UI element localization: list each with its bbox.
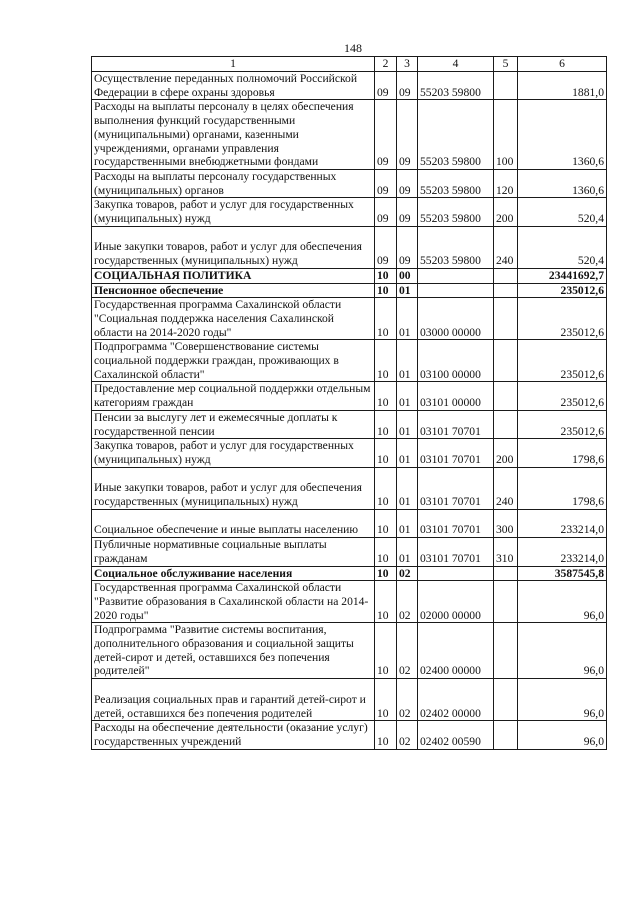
amount-cell: 3587545,8 <box>518 566 607 581</box>
row-name-cell: Иные закупки товаров, работ и услуг для обеспечения государственных (муниципальных) нужд <box>92 467 375 509</box>
target-article-cell: 03101 70701 <box>418 538 494 566</box>
target-article-cell: 55203 59800 <box>418 72 494 100</box>
subsection-code-cell: 01 <box>397 467 418 509</box>
target-article-cell: 03100 00000 <box>418 340 494 382</box>
section-code-cell: 09 <box>375 198 397 226</box>
subsection-code-cell: 09 <box>397 72 418 100</box>
subsection-code-cell: 09 <box>397 198 418 226</box>
amount-cell: 1798,6 <box>518 439 607 467</box>
section-code-cell: 09 <box>375 72 397 100</box>
table-header-row <box>92 57 607 72</box>
amount-cell: 96,0 <box>518 581 607 623</box>
section-code-cell: 10 <box>375 566 397 581</box>
section-code-cell: 10 <box>375 509 397 537</box>
target-article-cell: 03101 70701 <box>418 410 494 438</box>
target-article-cell: 02400 00000 <box>418 623 494 679</box>
expense-type-cell: 200 <box>494 198 518 226</box>
table-row <box>92 509 607 537</box>
table-row <box>92 721 607 749</box>
target-article-cell <box>418 566 494 581</box>
amount-cell: 23441692,7 <box>518 268 607 283</box>
table-row <box>92 72 607 100</box>
subsection-code-cell: 02 <box>397 623 418 679</box>
row-name-cell: Предоставление мер социальной поддержки отдельным категориям граждан <box>92 382 375 410</box>
section-code-cell: 09 <box>375 100 397 170</box>
expense-type-cell <box>494 721 518 749</box>
column-header: 1 <box>92 57 375 72</box>
table-row <box>92 283 607 298</box>
expense-type-cell: 100 <box>494 100 518 170</box>
table-row <box>92 169 607 197</box>
row-name-cell: Расходы на выплаты персоналу в целях обеспечения выполнения функций государственными (муниципальными) органами, казенными учреждениями, органами управления государственными внебюджетными фондами <box>92 100 375 170</box>
section-code-cell: 10 <box>375 467 397 509</box>
section-code-cell: 10 <box>375 283 397 298</box>
section-code-cell: 10 <box>375 382 397 410</box>
amount-cell: 235012,6 <box>518 298 607 340</box>
section-code-cell: 09 <box>375 169 397 197</box>
section-code-cell: 10 <box>375 268 397 283</box>
row-name-cell: Закупка товаров, работ и услуг для государственных (муниципальных) нужд <box>92 439 375 467</box>
column-header: 5 <box>494 57 518 72</box>
target-article-cell: 55203 59800 <box>418 226 494 268</box>
subsection-code-cell: 01 <box>397 538 418 566</box>
target-article-cell: 03000 00000 <box>418 298 494 340</box>
column-header: 2 <box>375 57 397 72</box>
section-code-cell: 10 <box>375 340 397 382</box>
amount-cell: 96,0 <box>518 679 607 721</box>
target-article-cell: 03101 00000 <box>418 382 494 410</box>
expense-type-cell: 310 <box>494 538 518 566</box>
subsection-code-cell: 01 <box>397 509 418 537</box>
table-row <box>92 100 607 170</box>
section-code-cell: 10 <box>375 410 397 438</box>
section-code-cell: 10 <box>375 623 397 679</box>
row-name-cell: Реализация социальных прав и гарантий детей-сирот и детей, оставшихся без попечения родителей <box>92 679 375 721</box>
subsection-code-cell: 02 <box>397 679 418 721</box>
subsection-code-cell: 01 <box>397 410 418 438</box>
row-name-cell: СОЦИАЛЬНАЯ ПОЛИТИКА <box>92 268 375 283</box>
subsection-code-cell: 09 <box>397 100 418 170</box>
expense-type-cell <box>494 283 518 298</box>
expense-type-cell: 200 <box>494 439 518 467</box>
target-article-cell: 03101 70701 <box>418 467 494 509</box>
subsection-code-cell: 02 <box>397 721 418 749</box>
expense-type-cell: 120 <box>494 169 518 197</box>
amount-cell: 233214,0 <box>518 538 607 566</box>
subsection-code-cell: 00 <box>397 268 418 283</box>
table-row <box>92 581 607 623</box>
expense-type-cell <box>494 679 518 721</box>
expense-type-cell <box>494 410 518 438</box>
row-name-cell: Иные закупки товаров, работ и услуг для обеспечения государственных (муниципальных) нужд <box>92 226 375 268</box>
column-header: 3 <box>397 57 418 72</box>
amount-cell: 233214,0 <box>518 509 607 537</box>
expense-type-cell: 240 <box>494 226 518 268</box>
amount-cell: 235012,6 <box>518 382 607 410</box>
subsection-code-cell: 01 <box>397 382 418 410</box>
amount-cell: 235012,6 <box>518 283 607 298</box>
expense-type-cell <box>494 623 518 679</box>
subsection-code-cell: 01 <box>397 340 418 382</box>
row-name-cell: Социальное обслуживание населения <box>92 566 375 581</box>
target-article-cell: 02000 00000 <box>418 581 494 623</box>
amount-cell: 1360,6 <box>518 169 607 197</box>
section-code-cell: 09 <box>375 226 397 268</box>
table-row <box>92 623 607 679</box>
subsection-code-cell: 02 <box>397 566 418 581</box>
amount-cell: 520,4 <box>518 198 607 226</box>
row-name-cell: Осуществление переданных полномочий Российской Федерации в сфере охраны здоровья <box>92 72 375 100</box>
expense-type-cell <box>494 382 518 410</box>
expense-type-cell <box>494 72 518 100</box>
table-row <box>92 439 607 467</box>
amount-cell: 1360,6 <box>518 100 607 170</box>
expense-type-cell: 240 <box>494 467 518 509</box>
row-name-cell: Пенсии за выслугу лет и ежемесячные доплаты к государственной пенсии <box>92 410 375 438</box>
target-article-cell: 55203 59800 <box>418 169 494 197</box>
row-name-cell: Расходы на обеспечение деятельности (оказание услуг) государственных учреждений <box>92 721 375 749</box>
subsection-code-cell: 01 <box>397 439 418 467</box>
subsection-code-cell: 09 <box>397 226 418 268</box>
expense-type-cell <box>494 581 518 623</box>
section-code-cell: 10 <box>375 581 397 623</box>
row-name-cell: Расходы на выплаты персоналу государственных (муниципальных) органов <box>92 169 375 197</box>
table-row <box>92 467 607 509</box>
target-article-cell: 03101 70701 <box>418 439 494 467</box>
target-article-cell: 02402 00590 <box>418 721 494 749</box>
table-row <box>92 538 607 566</box>
amount-cell: 96,0 <box>518 721 607 749</box>
table-row <box>92 679 607 721</box>
table-row <box>92 226 607 268</box>
table-row <box>92 410 607 438</box>
table-row <box>92 298 607 340</box>
amount-cell: 520,4 <box>518 226 607 268</box>
row-name-cell: Государственная программа Сахалинской области "Развитие образования в Сахалинской области на 2014-2020 годы" <box>92 581 375 623</box>
expense-type-cell <box>494 566 518 581</box>
row-name-cell: Закупка товаров, работ и услуг для государственных (муниципальных) нужд <box>92 198 375 226</box>
section-code-cell: 10 <box>375 679 397 721</box>
amount-cell: 235012,6 <box>518 410 607 438</box>
column-header: 6 <box>518 57 607 72</box>
page-number: 148 <box>344 41 362 55</box>
amount-cell: 96,0 <box>518 623 607 679</box>
row-name-cell: Пенсионное обеспечение <box>92 283 375 298</box>
section-code-cell: 10 <box>375 439 397 467</box>
target-article-cell: 55203 59800 <box>418 198 494 226</box>
row-name-cell: Подпрограмма "Совершенствование системы социальной поддержки граждан, проживающих в Сахалинской области" <box>92 340 375 382</box>
row-name-cell: Государственная программа Сахалинской области "Социальная поддержка населения Сахалинской области на 2014-2020 годы" <box>92 298 375 340</box>
section-code-cell: 10 <box>375 538 397 566</box>
budget-table <box>91 56 607 750</box>
section-code-cell: 10 <box>375 298 397 340</box>
amount-cell: 235012,6 <box>518 340 607 382</box>
row-name-cell: Подпрограмма "Развитие системы воспитания, дополнительного образования и социальной защиты детей-сирот и детей, оставшихся без попечения родителей" <box>92 623 375 679</box>
expense-type-cell <box>494 340 518 382</box>
subsection-code-cell: 09 <box>397 169 418 197</box>
target-article-cell <box>418 268 494 283</box>
amount-cell: 1881,0 <box>518 72 607 100</box>
subsection-code-cell: 01 <box>397 298 418 340</box>
table-row <box>92 340 607 382</box>
section-code-cell: 10 <box>375 721 397 749</box>
target-article-cell: 55203 59800 <box>418 100 494 170</box>
expense-type-cell: 300 <box>494 509 518 537</box>
table-row <box>92 268 607 283</box>
table-row <box>92 566 607 581</box>
column-header: 4 <box>418 57 494 72</box>
row-name-cell: Социальное обеспечение и иные выплаты населению <box>92 509 375 537</box>
table-row <box>92 198 607 226</box>
expense-type-cell <box>494 298 518 340</box>
row-name-cell: Публичные нормативные социальные выплаты гражданам <box>92 538 375 566</box>
amount-cell: 1798,6 <box>518 467 607 509</box>
subsection-code-cell: 02 <box>397 581 418 623</box>
target-article-cell: 03101 70701 <box>418 509 494 537</box>
expense-type-cell <box>494 268 518 283</box>
target-article-cell: 02402 00000 <box>418 679 494 721</box>
target-article-cell <box>418 283 494 298</box>
subsection-code-cell: 01 <box>397 283 418 298</box>
table-row <box>92 382 607 410</box>
